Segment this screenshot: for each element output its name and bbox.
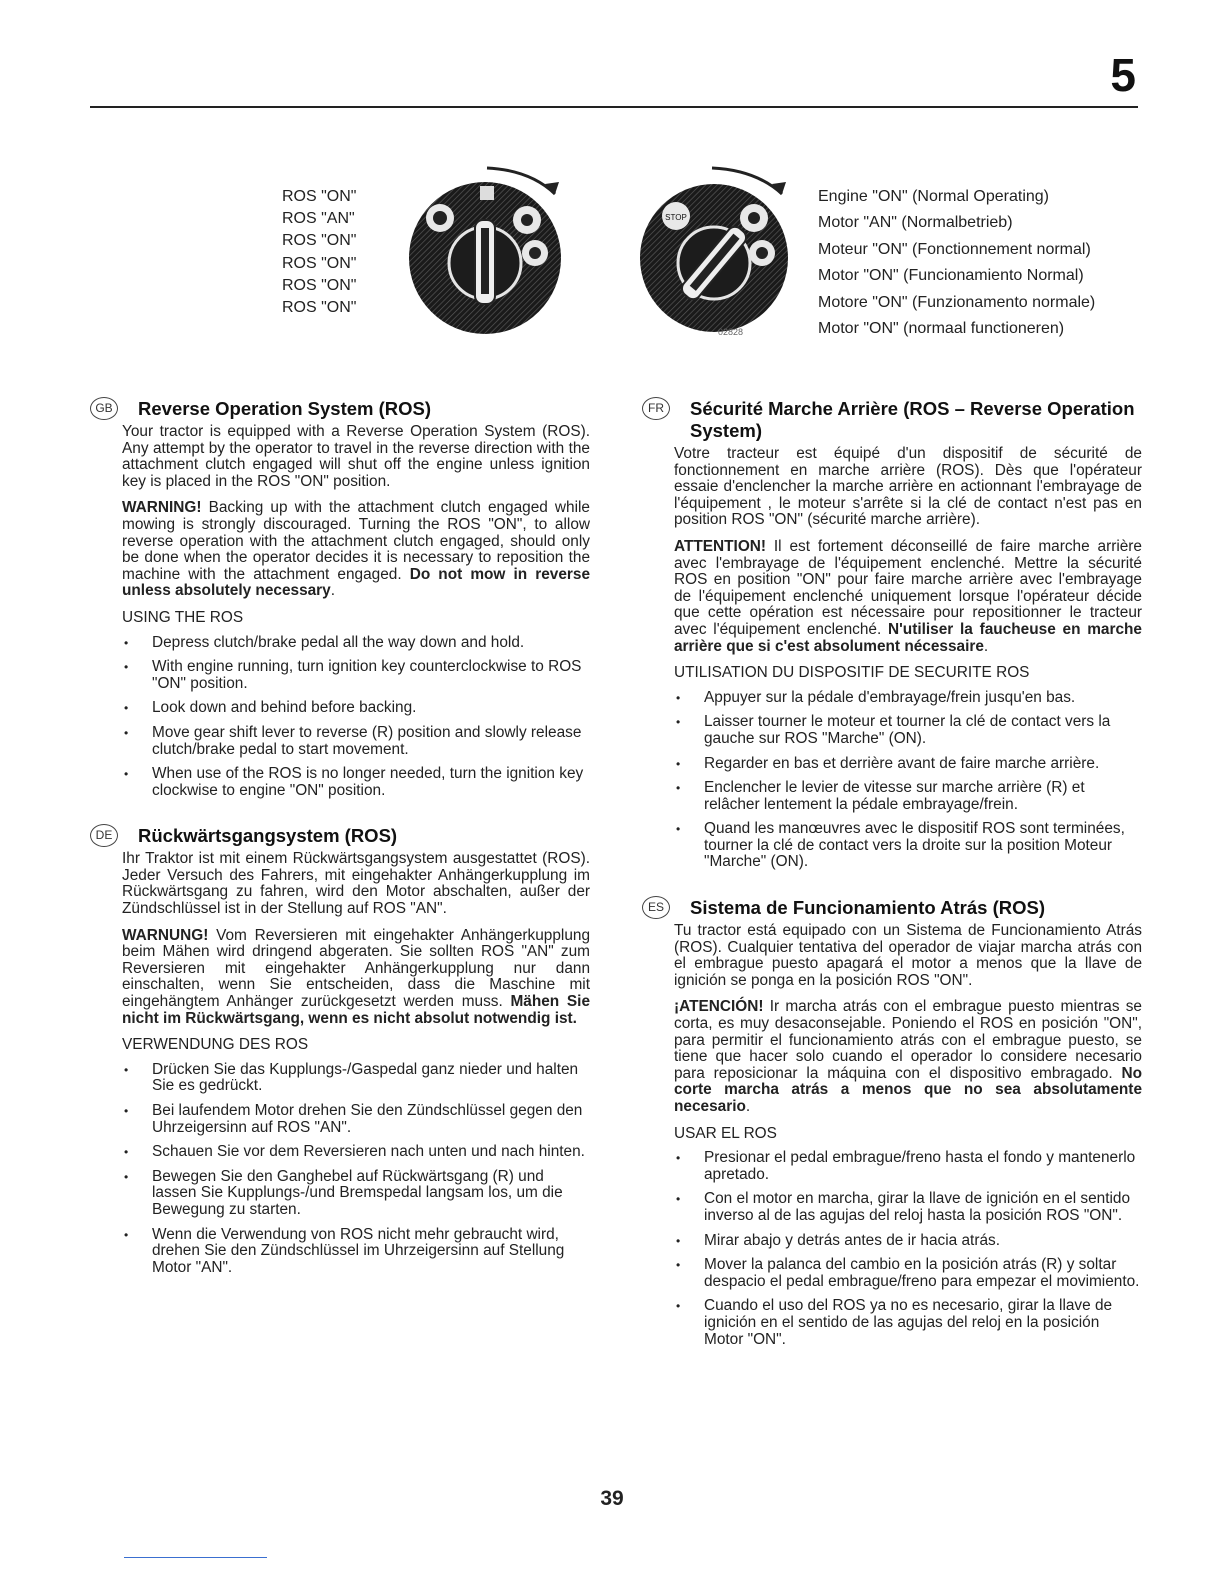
section-title-fr <box>648 398 1142 442</box>
turtle-speed-icon <box>513 206 541 234</box>
list-item: • Quand les manœuvres avec le dispositif ROS sont terminées, tourner la clé de contact vers la droite sur la position Moteur "Marche" (ON). <box>674 821 1142 871</box>
left-column <box>95 398 590 1284</box>
list-item: • When use of the ROS is no longer needed, turn the ignition key clockwise to engine "ON" position. <box>122 766 590 799</box>
engine-label: Motor "ON" (Funcionamiento Normal) <box>818 267 1084 285</box>
warning-bold-text: Mähen Sie nicht im Rückwärtsgang, wenn es nicht absolut notwendig ist. <box>122 993 590 1027</box>
warning-label: WARNING! <box>122 499 202 517</box>
stop-symbol-icon <box>662 202 690 230</box>
list-item: • Wenn die Verwendung von ROS nicht mehr gebraucht wird, drehen Sie den Zündschlüssel im Uhrzeigersinn auf Stellung Motor "AN". <box>122 1227 590 1277</box>
section-es <box>647 897 1142 1348</box>
warning-label: ¡ATENCIÓN! <box>674 998 764 1016</box>
language-badge-de: DE <box>90 824 118 847</box>
list-item: • Laisser tourner le moteur et tourner la clé de contact vers la gauche sur ROS "Marche" (ON). <box>674 714 1142 747</box>
chapter-number: 5 <box>1110 49 1136 101</box>
intro-paragraph: Your tractor is equipped with a Reverse Operation System (ROS). Any attempt by the operator to travel in the reverse direction with the attachment clutch engaged will shut off the engine unless ignition key is placed in the ROS "ON" position. <box>122 423 590 490</box>
warning-text: Il est fortement déconseillé de faire marche arrière avec l'embrayage de l'équipement enclenché. Mettre la sécurité ROS en position "ON" pour faire marche arrière avec l'embrayage de l'équipement enclenché uniquement lorsque l'opérateur décide que cette opération est nécessaire pour repositionner le tracteur avec l'équipement enclenché. <box>674 537 1142 638</box>
warning-bold-text: No corte marcha atrás a menos que no sea absolutamente necesario <box>674 1064 1142 1115</box>
warning-paragraph <box>674 999 1142 1115</box>
section-title-es <box>647 897 1142 919</box>
engine-label: Engine "ON" (Normal Operating) <box>818 188 1049 205</box>
stop-label: STOP <box>665 213 687 222</box>
list-item: • Drücken Sie das Kupplungs-/Gaspedal ganz nieder und halten Sie es gedrückt. <box>122 1062 590 1095</box>
ros-label: ROS "ON" <box>282 276 357 294</box>
list-item: • Mover la palanca del cambio en la posición atrás (R) y soltar despacio el pedal embrague/freno para empezar el movimiento. <box>674 1257 1142 1290</box>
ignition-key-vertical-icon <box>475 220 495 304</box>
right-column <box>647 398 1142 1356</box>
list-item: • Look down and behind before backing. <box>122 700 590 717</box>
language-badge-es: ES <box>642 896 670 919</box>
list-item: • Cuando el uso del ROS ya no es necesario, girar la llave de ignición en el sentido de las agujas del reloj en la posición Motor "ON". <box>674 1298 1142 1348</box>
list-item: • Appuyer sur la pédale d'embrayage/frein jusqu'en bas. <box>674 690 1142 707</box>
subsection-title: VERWENDUNG DES ROS <box>122 1036 309 1054</box>
subsection-title: USAR EL ROS <box>674 1124 777 1142</box>
ros-label-list <box>282 186 356 319</box>
list-item: • Depress clutch/brake pedal all the way down and hold. <box>122 635 590 652</box>
warning-paragraph <box>122 928 590 1028</box>
instruction-list <box>674 690 1142 871</box>
list-item: • Regarder en bas et derrière avant de faire marche arrière. <box>674 756 1142 773</box>
instruction-list <box>122 1062 590 1277</box>
list-item: • Presionar el pedal embrague/freno hasta el fondo y mantenerlo apretado. <box>674 1150 1142 1183</box>
ros-label: ROS "ON" <box>282 232 357 250</box>
page-number: 39 <box>600 1487 624 1510</box>
instruction-list <box>674 1150 1142 1348</box>
ros-label: ROS "ON" <box>282 254 357 272</box>
engine-label-list <box>818 184 1095 342</box>
gear-symbols-icon <box>480 186 494 200</box>
intro-paragraph: Votre tracteur est équipé d'un dispositif de sécurité de fonctionnement en marche arrière (ROS). Dès que l'opérateur essaie d'enclencher la marche arrière en actionnant l'embrayage de l'équipement , le moteur s'arrête si la clé de contact n'est pas en position ROS "ON" (sécurité marche arrière). <box>674 445 1142 529</box>
ignition-switch-ros-illustration <box>405 158 570 338</box>
section-title-text: Rückwärtsgangsystem (ROS) <box>138 825 398 847</box>
warning-paragraph <box>122 500 590 600</box>
ignition-switch-engine-illustration <box>636 158 796 338</box>
warning-end: . <box>983 637 989 655</box>
warning-bold-text: N'utiliser la faucheuse en marche arrière que si c'est absolument nécessaire <box>674 620 1142 655</box>
engine-label: Motor "AN" (Normalbetrieb) <box>818 214 1013 232</box>
warning-end: . <box>330 582 336 600</box>
section-title-gb <box>95 398 590 420</box>
warning-label: ATTENTION! <box>674 537 767 555</box>
instruction-list <box>122 635 590 800</box>
section-gb <box>95 398 590 799</box>
section-de <box>95 825 590 1276</box>
list-item: • Bei laufendem Motor drehen Sie den Zündschlüssel gegen den Uhrzeigersinn auf ROS "AN". <box>122 1103 590 1136</box>
list-item: • Move gear shift lever to reverse (R) position and slowly release clutch/brake pedal to start movement. <box>122 725 590 758</box>
list-item: • Enclencher le levier de vitesse sur marche arrière (R) et relâcher lentement la pédale embrayage/frein. <box>674 780 1142 813</box>
warning-bold-text: Do not mow in reverse unless absolutely necessary <box>122 565 590 600</box>
language-badge-gb: GB <box>90 397 118 420</box>
subsection-title: UTILISATION DU DISPOSITIF DE SECURITE ROS <box>674 664 1030 682</box>
warning-label: WARNUNG! <box>122 926 209 944</box>
subsection-title: USING THE ROS <box>122 608 244 626</box>
ros-label: ROS "AN" <box>282 210 355 228</box>
ros-label: ROS "ON" <box>282 188 357 205</box>
light-symbol-icon <box>522 240 548 266</box>
warning-paragraph <box>674 539 1142 655</box>
warning-text: Vom Reversieren mit eingehakter Anhängerkupplung beim Mähen wird dringend abgeraten. Sie sollten ROS "AN" zum Reversieren mit eingehakter Anhängerkupplung nur dann einschalten, wenn Sie entscheiden, dass die Maschine mit eingehängtem Anhänger zurückgesetzt werden muss. <box>122 926 590 1011</box>
list-item: • Con el motor en marcha, girar la llave de ignición en el sentido inverso al de las agujas del reloj hasta la posición ROS "ON". <box>674 1191 1142 1224</box>
section-title-de <box>95 825 590 847</box>
section-title-text: Sistema de Funcionamiento Atrás (ROS) <box>690 897 1045 919</box>
light-symbol-icon <box>749 240 775 266</box>
header-rule <box>90 106 1138 108</box>
rabbit-speed-icon <box>426 204 454 232</box>
section-title-text: Sécurité Marche Arrière (ROS – Reverse Operation System) <box>690 398 1135 441</box>
engine-label: Motore "ON" (Funzionamento normale) <box>818 293 1096 311</box>
warning-end: . <box>745 1098 751 1115</box>
engine-label: Motor "ON" (normaal functioneren) <box>818 320 1065 338</box>
list-item: • Schauen Sie vor dem Reversieren nach unten und nach hinten. <box>122 1144 590 1161</box>
section-fr <box>648 398 1142 871</box>
section-title-text: Reverse Operation System (ROS) <box>138 398 432 419</box>
rabbit-speed-icon <box>740 204 768 232</box>
list-item: • With engine running, turn ignition key counterclockwise to ROS "ON" position. <box>122 659 590 692</box>
figure-code: 02828 <box>718 327 744 337</box>
footer-link-line <box>124 1557 267 1558</box>
ros-label: ROS "ON" <box>282 299 357 317</box>
warning-text: Backing up with the attachment clutch engaged while mowing is strongly discouraged. Turning the ROS "ON", to allow reverse operation with the attachment clutch engaged, should only be done when the operator decides it is necessary to reposition the machine with the attachment engaged. <box>122 499 590 583</box>
engine-label: Moteur "ON" (Fonctionnement normal) <box>818 240 1091 258</box>
language-badge-fr: FR <box>642 397 670 420</box>
list-item: • Mirar abajo y detrás antes de ir hacia atrás. <box>674 1233 1142 1250</box>
list-item: • Bewegen Sie den Ganghebel auf Rückwärtsgang (R) und lassen Sie Kupplungs-/und Bremspedal langsam los, um die Bewegung zu starten. <box>122 1169 590 1219</box>
warning-text: Ir marcha atrás con el embrague puesto mientras se corta, es muy desaconsejable. Poniendo el ROS en posición "ON", para permitir el funcionamiento atrás con el embrague puesto, se tiene que hacer solo cuando el operador lo considere necesario para reposicionar la máquina con el dispositivo embragado. <box>674 998 1142 1082</box>
intro-paragraph: Ihr Traktor ist mit einem Rückwärtsgangsystem ausgestattet (ROS). Jeder Versuch des Fahrers, mit eingehakter Anhängerkupplung im Rückwärtsgang zu fahren, wird den Motor abschalten, außer der Zündschlüssel ist in der Stellung auf ROS "AN". <box>122 850 590 918</box>
intro-paragraph: Tu tractor está equipado con un Sistema de Funcionamiento Atrás (ROS). Cualquier tentativa del operador de viajar marcha atrás con el embrague puesto apagará el motor a menos que la llave de ignición se ponga en la posición ROS "ON". <box>674 922 1142 989</box>
